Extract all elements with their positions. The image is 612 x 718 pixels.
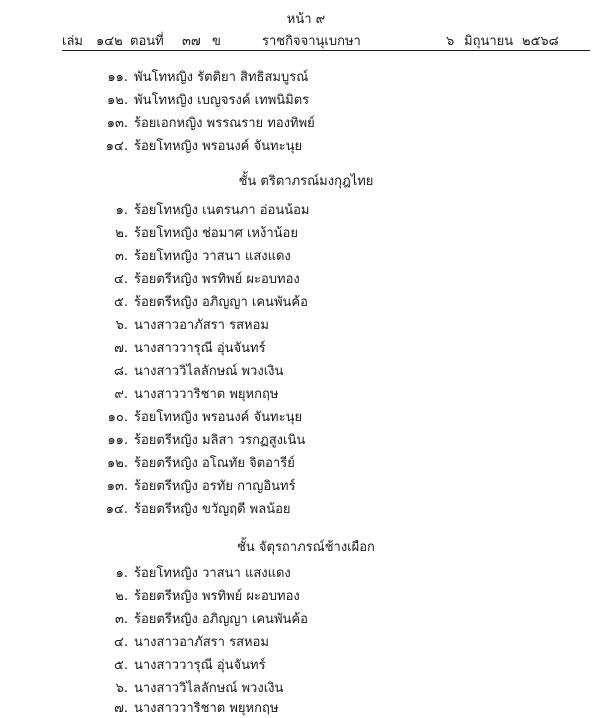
list-item-name: ร้อยโทหญิง วาสนา แสงแดง [134, 249, 291, 264]
list-item [98, 222, 298, 242]
list-item [98, 677, 283, 697]
list-item-number: ๕. [114, 295, 128, 310]
gazette-header [62, 30, 590, 50]
list-item-name: ร้อยตรีหญิง อภิญญา เคนพันค้อ [134, 612, 308, 627]
list-item [98, 654, 266, 674]
list-item-name: ร้อยตรีหญิง อรทัย กาญอินทร์ [134, 479, 296, 494]
list-item-name: พันโทหญิง รัตติยา สิทธิสมบูรณ์ [134, 70, 309, 85]
list-item-name: นางสาววารุณี อุ่นจันทร์ [134, 341, 266, 356]
part-suffix: ข [212, 34, 221, 49]
list-item-number: ๑. [115, 203, 128, 218]
list-item [98, 268, 300, 288]
list-item-name: นางสาววิไลลักษณ์ พวงเงิน [134, 364, 284, 379]
list-item-number: ๓. [114, 249, 128, 264]
list-item-name: นางสาววาริชาต พยุหกฤษ [134, 387, 279, 402]
list-item-name: ร้อยโทหญิง วาสนา แสงแดง [134, 566, 291, 581]
list-item-number: ๒. [115, 226, 128, 241]
volume-value: ๑๔๒ [96, 34, 123, 49]
list-item-name: นางสาวอาภัสรา รสหอม [134, 318, 269, 333]
list-item-name: ร้อยตรีหญิง ขวัญฤดี พลน้อย [134, 502, 291, 517]
list-item [98, 585, 300, 605]
date-day: ๖ [446, 34, 455, 49]
list-item-number: ๑๓. [106, 116, 128, 131]
list-item [98, 199, 310, 219]
list-item-number: ๑๔. [105, 502, 128, 517]
list-item [98, 89, 309, 109]
list-item-name: ร้อยตรีหญิง อโณทัย จิตอารีย์ [134, 456, 295, 471]
list-item [98, 429, 305, 449]
list-item-number: ๑๒. [107, 93, 128, 108]
list-item-number: ๙. [114, 387, 128, 402]
list-item [98, 697, 278, 717]
list-item [98, 112, 315, 132]
list-item [98, 406, 302, 426]
list-item-name: ร้อยโทหญิง พรอนงค์ จันทะนุย [134, 410, 303, 425]
list-item-number: ๑๑. [107, 70, 128, 85]
part-value: ๓๗ [182, 34, 201, 49]
header-divider [62, 50, 590, 51]
list-item-number: ๑. [115, 566, 128, 581]
list-item-name: นางสาววาริชาต พยุหกฤษ [134, 701, 279, 716]
list-item-number: ๖. [115, 318, 128, 333]
list-item-name: ร้อยโทหญิง พรอนงค์ จันทะนุย [134, 139, 303, 154]
list-item-number: ๑๑. [107, 433, 128, 448]
list-item-name: นางสาววิไลลักษณ์ พวงเงิน [134, 681, 284, 696]
list-item [98, 291, 308, 311]
list-item-number: ๑๒. [107, 456, 128, 471]
list-item-name: ร้อยโทหญิง ช่อมาศ เหง้าน้อย [134, 226, 298, 241]
list-item-name: นางสาวอาภัสรา รสหอม [134, 635, 269, 650]
part-label: ตอนที่ [130, 34, 164, 49]
list-item [98, 66, 308, 86]
list-item [98, 498, 291, 518]
list-item-number: ๗. [114, 701, 128, 716]
list-item-name: พันโทหญิง เบญจรงค์ เทพนิมิตร [134, 93, 310, 108]
page-number: หน้า ๙ [286, 12, 326, 27]
list-item-number: ๒. [115, 589, 128, 604]
list-item-name: นางสาววารุณี อุ่นจันทร์ [134, 658, 266, 673]
section-title-2: ชั้น จัตุรถาภรณ์ช้างเผือก [237, 540, 375, 555]
list-item-number: ๑๐. [107, 410, 128, 425]
list-item-number: ๘. [113, 364, 128, 379]
list-item-name: ร้อยเอกหญิง พรรณราย ทองทิพย์ [134, 116, 315, 131]
list-item [98, 245, 291, 265]
list-item [98, 562, 291, 582]
list-item [98, 314, 269, 334]
list-item-name: ร้อยตรีหญิง อภิญญา เคนพันค้อ [134, 295, 308, 310]
list-item [98, 475, 296, 495]
list-item [98, 452, 295, 472]
list-item [98, 135, 302, 155]
list-item-name: ร้อยโทหญิง เนตรนภา อ่อนน้อม [134, 203, 310, 218]
list-item-number: ๗. [114, 341, 128, 356]
list-item-name: ร้อยตรีหญิง พรทิพย์ ผะอบทอง [134, 272, 300, 287]
volume-label: เล่ม [62, 34, 83, 49]
date-month: มิถุนายน [464, 34, 514, 49]
list-item-number: ๑๓. [106, 479, 128, 494]
list-item [98, 383, 278, 403]
list-item [98, 337, 266, 357]
list-item-number: ๖. [115, 681, 128, 696]
list-item-name: ร้อยตรีหญิง มลิสา วรกฏสูงเนิน [134, 433, 306, 448]
list-item-name: ร้อยตรีหญิง พรทิพย์ ผะอบทอง [134, 589, 300, 604]
list-item-number: ๔. [114, 272, 128, 287]
section-title-1: ชั้น ตริตาภรณ์มงกุฎไทย [238, 174, 374, 189]
list-item-number: ๓. [114, 612, 128, 627]
list-item [98, 631, 269, 651]
list-item-number: ๕. [114, 658, 128, 673]
list-item-number: ๑๔. [105, 139, 128, 154]
list-item [98, 360, 283, 380]
list-item-number: ๔. [114, 635, 128, 650]
list-item [98, 608, 308, 628]
date-year: ๒๕๖๘ [522, 34, 559, 49]
gazette-name: ราชกิจจานุเบกษา [262, 34, 361, 49]
